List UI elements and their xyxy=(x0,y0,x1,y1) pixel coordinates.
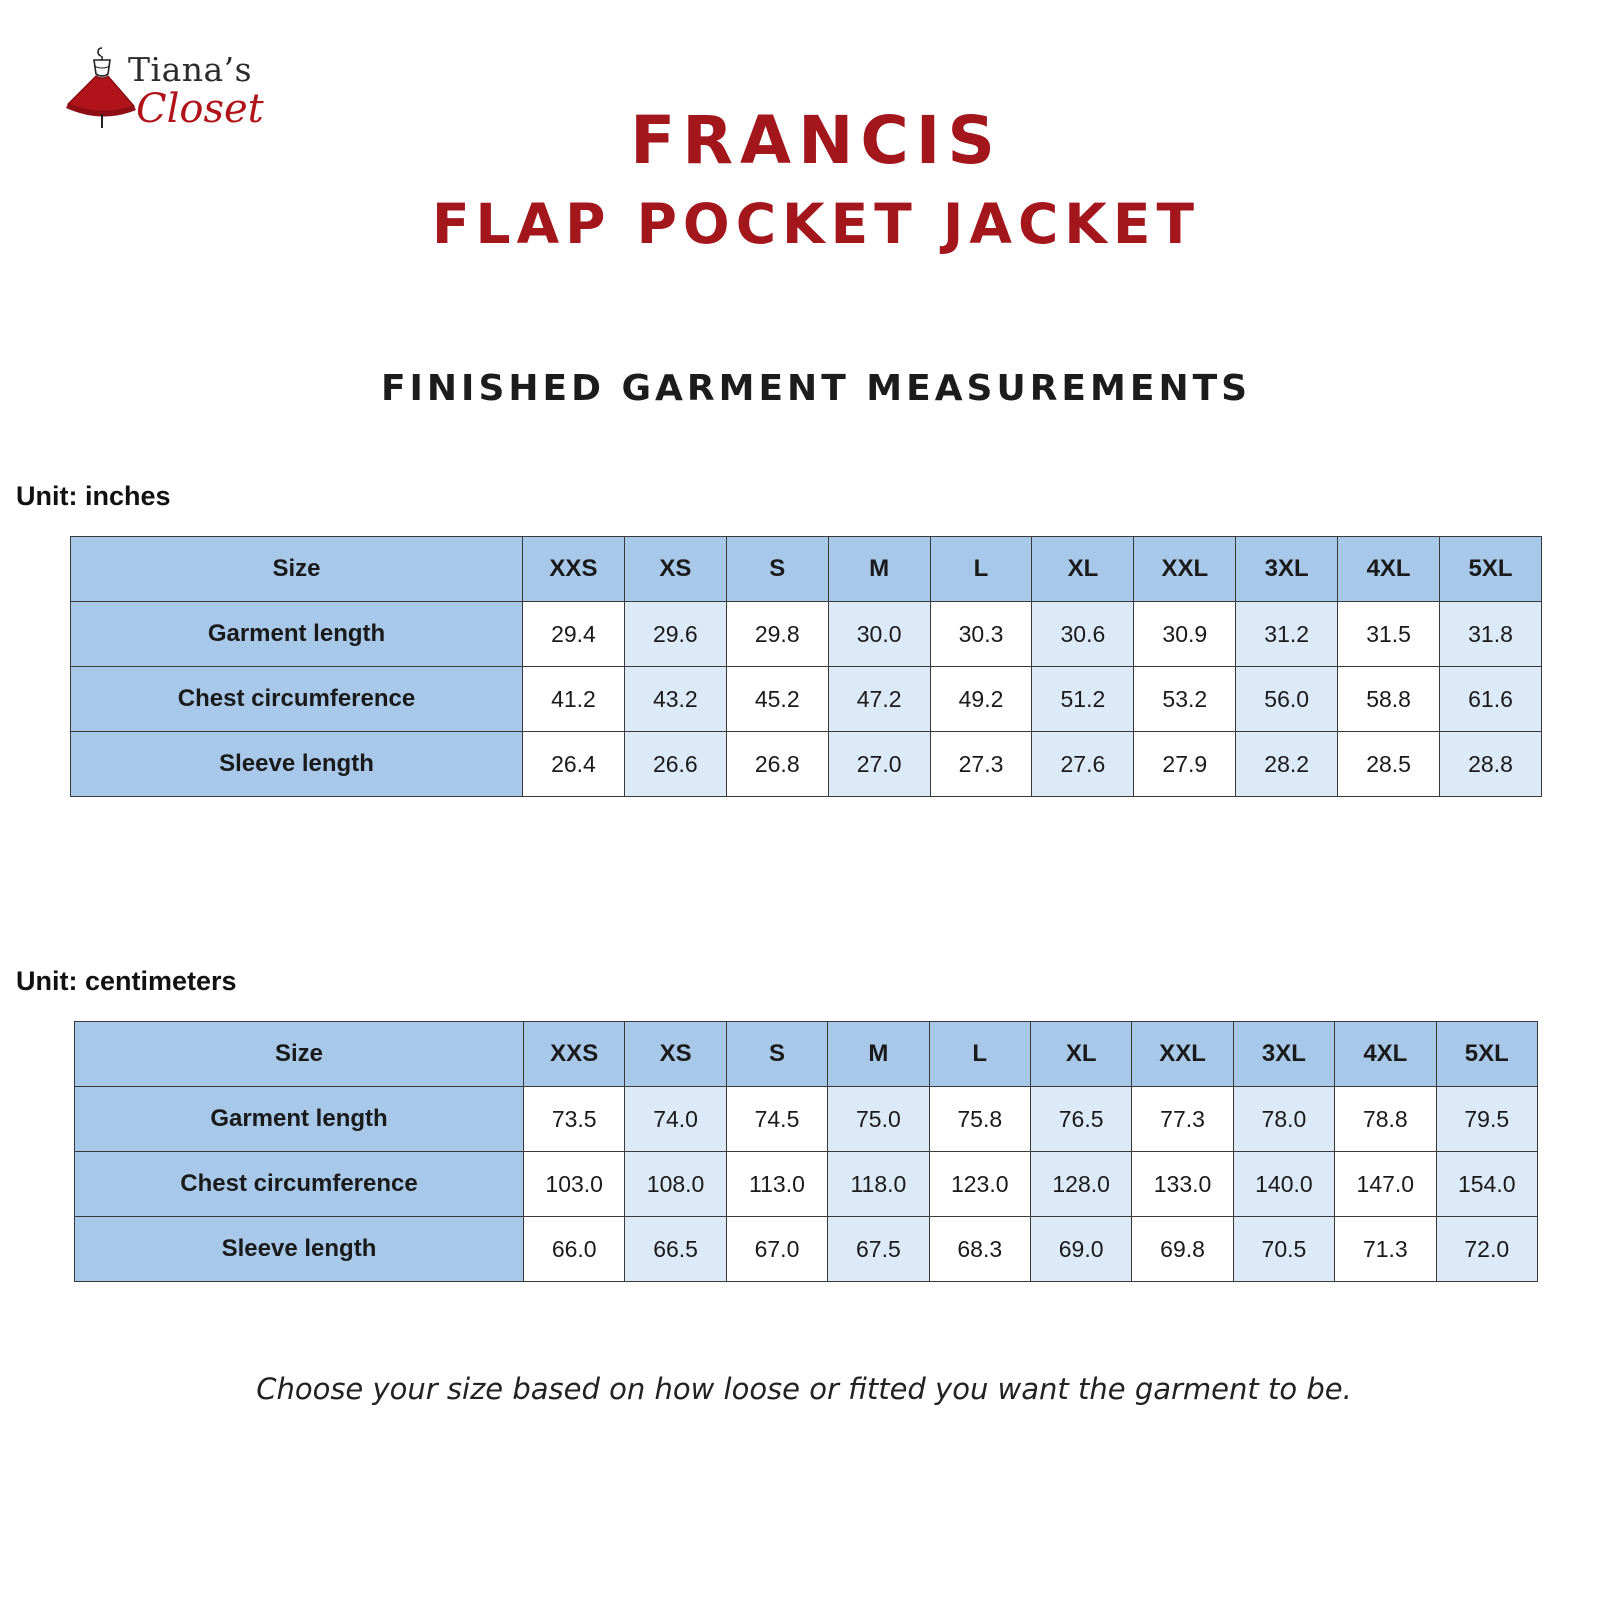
size-header-s: S xyxy=(726,1022,827,1087)
measurement-cell: 75.0 xyxy=(828,1087,929,1152)
size-header-xl: XL xyxy=(1032,537,1134,602)
measurement-cell: 41.2 xyxy=(523,667,625,732)
measurement-cell: 31.8 xyxy=(1440,602,1542,667)
row-label: Chest circumference xyxy=(71,667,523,732)
measurement-cell: 56.0 xyxy=(1236,667,1338,732)
measurement-cell: 78.8 xyxy=(1335,1087,1436,1152)
measurement-cell: 147.0 xyxy=(1335,1152,1436,1217)
table-row xyxy=(71,602,1542,667)
size-column-header: Size xyxy=(71,537,523,602)
measurement-cell: 77.3 xyxy=(1132,1087,1233,1152)
size-header-l: L xyxy=(930,537,1032,602)
measurement-cell: 31.5 xyxy=(1338,602,1440,667)
measurement-cell: 27.9 xyxy=(1134,732,1236,797)
size-header-m: M xyxy=(828,1022,929,1087)
measurement-cell: 30.9 xyxy=(1134,602,1236,667)
unit-label-centimeters: Unit: centimeters xyxy=(16,966,237,996)
size-header-3xl: 3XL xyxy=(1236,537,1338,602)
size-header-xs: XS xyxy=(624,537,726,602)
size-column-header: Size xyxy=(75,1022,524,1087)
measurement-cell: 29.6 xyxy=(624,602,726,667)
measurement-cell: 71.3 xyxy=(1335,1217,1436,1282)
size-header-3xl: 3XL xyxy=(1233,1022,1334,1087)
measurement-cell: 26.4 xyxy=(523,732,625,797)
measurement-cell: 75.8 xyxy=(929,1087,1030,1152)
size-advice-note: Choose your size based on how loose or fitted you want the garment to be. xyxy=(256,1372,1352,1406)
measurement-cell: 78.0 xyxy=(1233,1087,1334,1152)
measurement-cell: 69.8 xyxy=(1132,1217,1233,1282)
measurement-cell: 45.2 xyxy=(726,667,828,732)
table-row xyxy=(71,732,1542,797)
measurement-cell: 103.0 xyxy=(524,1152,625,1217)
measurement-cell: 29.4 xyxy=(523,602,625,667)
measurement-cell: 118.0 xyxy=(828,1152,929,1217)
measurements-table-centimeters xyxy=(74,1021,1538,1282)
size-header-4xl: 4XL xyxy=(1338,537,1440,602)
size-header-xxs: XXS xyxy=(523,537,625,602)
product-title: FRANCIS xyxy=(630,102,1002,179)
measurement-cell: 128.0 xyxy=(1030,1152,1131,1217)
measurement-cell: 67.5 xyxy=(828,1217,929,1282)
size-header-xxs: XXS xyxy=(524,1022,625,1087)
measurement-cell: 108.0 xyxy=(625,1152,726,1217)
measurement-cell: 31.2 xyxy=(1236,602,1338,667)
row-label: Chest circumference xyxy=(75,1152,524,1217)
measurement-cell: 53.2 xyxy=(1134,667,1236,732)
size-header-m: M xyxy=(828,537,930,602)
row-label: Garment length xyxy=(71,602,523,667)
table-row xyxy=(75,1217,1538,1282)
row-label: Garment length xyxy=(75,1087,524,1152)
size-header-xs: XS xyxy=(625,1022,726,1087)
measurement-cell: 67.0 xyxy=(726,1217,827,1282)
row-label: Sleeve length xyxy=(75,1217,524,1282)
measurement-cell: 30.3 xyxy=(930,602,1032,667)
measurement-cell: 66.5 xyxy=(625,1217,726,1282)
table-header-row xyxy=(75,1022,1538,1087)
size-header-5xl: 5XL xyxy=(1436,1022,1537,1087)
size-header-5xl: 5XL xyxy=(1440,537,1542,602)
table-row xyxy=(75,1152,1538,1217)
measurement-cell: 70.5 xyxy=(1233,1217,1334,1282)
measurement-cell: 29.8 xyxy=(726,602,828,667)
size-header-xxl: XXL xyxy=(1134,537,1236,602)
measurement-cell: 68.3 xyxy=(929,1217,1030,1282)
size-header-xxl: XXL xyxy=(1132,1022,1233,1087)
measurement-cell: 69.0 xyxy=(1030,1217,1131,1282)
table-row xyxy=(71,667,1542,732)
measurement-cell: 66.0 xyxy=(524,1217,625,1282)
measurement-cell: 27.3 xyxy=(930,732,1032,797)
measurement-cell: 30.0 xyxy=(828,602,930,667)
measurement-cell: 76.5 xyxy=(1030,1087,1131,1152)
measurement-cell: 113.0 xyxy=(726,1152,827,1217)
measurement-cell: 27.0 xyxy=(828,732,930,797)
measurement-cell: 49.2 xyxy=(930,667,1032,732)
measurement-cell: 74.0 xyxy=(625,1087,726,1152)
measurement-cell: 61.6 xyxy=(1440,667,1542,732)
measurement-cell: 73.5 xyxy=(524,1087,625,1152)
product-subtitle: FLAP POCKET JACKET xyxy=(431,192,1201,256)
measurement-cell: 26.8 xyxy=(726,732,828,797)
measurement-cell: 28.8 xyxy=(1440,732,1542,797)
measurement-cell: 72.0 xyxy=(1436,1217,1537,1282)
measurement-cell: 154.0 xyxy=(1436,1152,1537,1217)
row-label: Sleeve length xyxy=(71,732,523,797)
size-header-s: S xyxy=(726,537,828,602)
section-heading: FINISHED GARMENT MEASUREMENTS xyxy=(380,368,1252,409)
size-header-xl: XL xyxy=(1030,1022,1131,1087)
measurement-cell: 43.2 xyxy=(624,667,726,732)
unit-label-inches: Unit: inches xyxy=(16,481,171,511)
table-header-row xyxy=(71,537,1542,602)
measurement-cell: 28.2 xyxy=(1236,732,1338,797)
measurement-cell: 51.2 xyxy=(1032,667,1134,732)
measurement-cell: 47.2 xyxy=(828,667,930,732)
measurement-cell: 79.5 xyxy=(1436,1087,1537,1152)
size-header-4xl: 4XL xyxy=(1335,1022,1436,1087)
measurement-cell: 58.8 xyxy=(1338,667,1440,732)
measurement-cell: 74.5 xyxy=(726,1087,827,1152)
measurement-cell: 27.6 xyxy=(1032,732,1134,797)
table-row xyxy=(75,1087,1538,1152)
measurement-cell: 26.6 xyxy=(624,732,726,797)
measurement-cell: 123.0 xyxy=(929,1152,1030,1217)
measurement-cell: 30.6 xyxy=(1032,602,1134,667)
measurement-cell: 28.5 xyxy=(1338,732,1440,797)
logo-text-tianas: Tiana’s xyxy=(128,50,253,89)
measurement-cell: 140.0 xyxy=(1233,1152,1334,1217)
logo-text-closet: Closet xyxy=(136,86,264,132)
measurements-table-inches xyxy=(70,536,1542,797)
size-header-l: L xyxy=(929,1022,1030,1087)
measurement-cell: 133.0 xyxy=(1132,1152,1233,1217)
